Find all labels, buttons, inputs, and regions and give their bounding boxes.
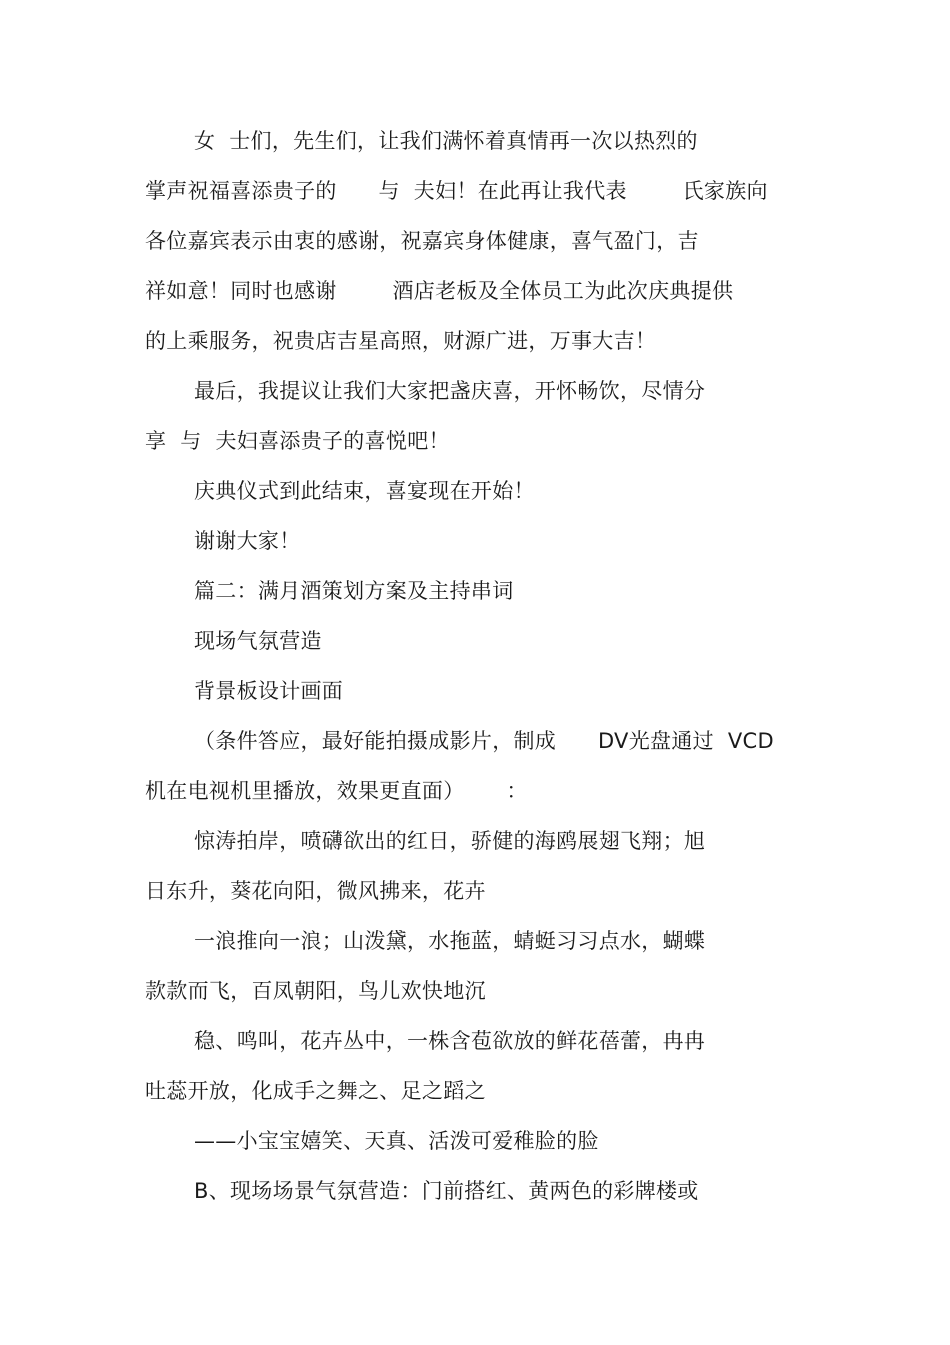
text-line: 最后，我提议让我们大家把盏庆喜，开怀畅饮，尽情分 (194, 379, 706, 403)
text-line: 稳、鸣叫，花卉丛中，一株含苞欲放的鲜花蓓蕾，冉冉 (194, 1029, 706, 1053)
text-line: 各位嘉宾表示由衷的感谢，祝嘉宾身体健康，喜气盈门，吉 (145, 229, 699, 253)
text-line: （条件答应，最好能拍摄成影片，制成 DV光盘通过 VCD (194, 729, 774, 753)
text-line: B、现场场景气氛营造：门前搭红、黄两色的彩牌楼或 (194, 1179, 699, 1203)
text-line: 祥如意！同时也感谢 酒店老板及全体员工为此次庆典提供 (145, 279, 734, 303)
text-line: 掌声祝福喜添贵子的 与 夫妇！在此再让我代表 氏家族向 (145, 179, 768, 203)
text-line: 一浪推向一浪；山泼黛，水拖蓝，蜻蜓习习点水，蝴蝶 (194, 929, 706, 953)
text-line: 日东升，葵花向阳，微风拂来，花卉 (145, 879, 486, 903)
text-line: 谢谢大家！ (194, 529, 301, 553)
text-line: 篇二：满月酒策划方案及主持串词 (194, 579, 514, 603)
text-line: 庆典仪式到此结束，喜宴现在开始！ (194, 479, 535, 503)
text-line: 款款而飞，百凤朝阳，鸟儿欢快地沉 (145, 979, 486, 1003)
text-line: 吐蕊开放，化成手之舞之、足之蹈之 (145, 1079, 486, 1103)
text-line: ——小宝宝嬉笑、天真、活泼可爱稚脸的脸 (194, 1129, 599, 1153)
text-line: 现场气氛营造 (194, 629, 322, 653)
text-line: 惊涛拍岸，喷礴欲出的红日，骄健的海鸥展翅飞翔；旭 (194, 829, 706, 853)
text-line: 机在电视机里播放，效果更直面） ： (145, 779, 528, 803)
text-line: 的上乘服务，祝贵店吉星高照，财源广进，万事大吉！ (145, 329, 657, 353)
text-line: 背景板设计画面 (194, 679, 344, 703)
text-line: 享 与 夫妇喜添贵子的喜悦吧！ (145, 429, 450, 453)
text-line: 女 士们，先生们，让我们满怀着真情再一次以热烈的 (194, 129, 698, 153)
